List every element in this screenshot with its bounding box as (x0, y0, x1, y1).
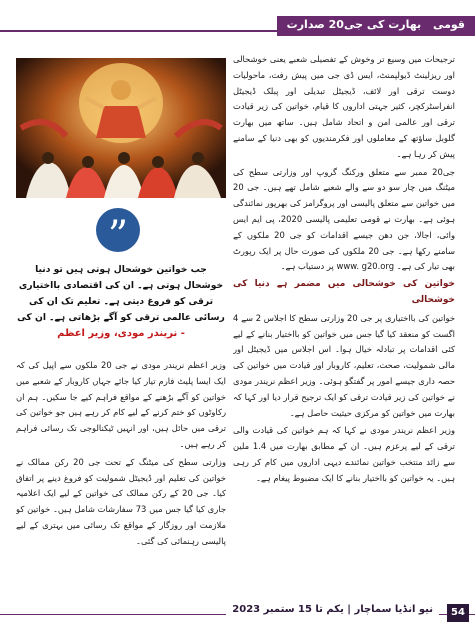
paragraph: جی20 ممبر سے متعلق ورکنگ گروپ اور وزارتی سطح کی میٹنگ میں چار سو دو سے والے شعبے شامل تھے ہیں۔ جی 20 میں خواتین سے متعلق پالیسی اور پروگرامز کی بھرپور نمائندگی ہوئی ہے۔ بھارت نے قومی تعلیمی پالیسی 2020، پی ایم ایس وائی، اجالا، جن دھن جیسے اقدامات کو جی 20 ملکوں کے سامنے رکھا ہے۔ جی 20 ملکوں کی صورت حال پر ایک رپورٹ بھی تیار کی ہے۔ www. g20.org پر دستیاب ہے۔ (233, 166, 455, 272)
subheading: خواتین کی خوشحالی میں مضمر ہے دنیا کی خوشحالی (233, 279, 455, 305)
left-column (16, 358, 226, 590)
paragraph: وزیر اعظم نریندر مودی نے جی 20 ملکوں سے اپیل کی کہ ایک ایسا پلیٹ فارم تیار کیا جائے جہاں کاروبار کے شعبے میں خواتین کو آگے بڑھنے کے مواقع فراہم کیے جا سکیں۔ ہم ان رکاوٹوں کو ختم کرنے کے لیے کام کر رہے ہیں جو خواتین کی ترقی میں حائل ہیں، اور انہیں ٹیکنالوجی تک رسائی فراہم کر رہے ہیں۔ (16, 360, 226, 449)
right-column (233, 52, 455, 590)
page-number: 54 (447, 604, 469, 622)
page-footer (0, 604, 475, 626)
page-header (0, 8, 475, 46)
section-tab (277, 16, 475, 36)
paragraph: وزیر اعظم نریندر مودی نے کہا کہ ہم خواتین کی قیادت والی ترقی کے لیے پرعزم ہیں۔ ان کے مطابق بھارت میں 1.4 ملین سے زائد منتخب خواتین نمائندے دیہی اداروں میں کام کر رہی ہیں۔ یہ خواتین کو بااختیار بنانے کا ایک مضبوط پیغام ہے۔ (233, 425, 455, 483)
pull-quote: جب خواتین خوشحال ہوتی ہیں تو دنیا خوشحال ہوتی ہے۔ ان کی اقتصادی بااختیاری ترقی کو فروغ دیتی ہے۔ تعلیم تک ان کی رسائی عالمی ترقی کو آگے بڑھاتی ہے۔ ان کی (17, 264, 225, 323)
quote-icon: ” (96, 208, 140, 252)
section-label: قومی (432, 18, 465, 31)
paragraph: ترجیحات میں وسیع تر وخوش کے تفصیلی شعبے یعنی خوشحالی اور ریزلینٹ ڈیولپمنٹ، ایس ڈی جی میں پیش رفت، ماحولیات دوست ترقی اور لائف، ڈیجیٹل تبدیلی اور پبلک ڈیجیٹل انفراسٹرکچر، کثیر جہتی اداروں کا قیام، خواتین کی زیر قیادت ترقی اور عالمی امن و اتحاد شامل ہیں۔ ساتھ میں بھارت گلوبل ساؤتھ کے معاملوں اور فکرمندیوں کو بھی دنیا کے سامنے پیش کر رہا ہے۔ (233, 54, 455, 159)
paragraph: خواتین کی بااختیاری پر جی 20 وزارتی سطح کا اجلاس 2 سے 4 اگست کو منعقد کیا گیا جس میں خواتین کو بااختیار بنانے کے لیے کئی اقدامات پر تبادلہ خیال ہوا۔ اس اجلاس میں ڈیجیٹل اور مالی شمولیت، صحت، تعلیم، کاروبار اور قیادت میں خواتین کی حصہ داری جیسے امور پر گفتگو ہوئی۔ وزیر اعظم نریندر مودی نے خواتین کی زیر قیادت ترقی کو ایک ترجیح قرار دیا اور کہا کہ بھارت میں خواتین کو مرکزی حیثیت حاصل ہے۔ (233, 312, 455, 418)
festival-photo (16, 58, 226, 198)
paragraph: وزارتی سطح کی میٹنگ کے تحت جی 20 رکن ممالک نے خواتین کی تعلیم اور ڈیجیٹل شمولیت کو فروغ دینے پر اتفاق کیا۔ جی 20 کے رکن ممالک کی خواتین کے لیے ایک اعلامیہ جاری کیا گیا جس میں 73 سفارشات شامل ہیں۔ خواتین کو ملازمت اور روزگار کے مواقع تک رسائی میں بہتری کے لیے پالیسی رہنمائی کی گئی۔ (16, 456, 226, 546)
section-title: بھارت کی جی20 صدارت (286, 18, 422, 31)
quote-attribution: - نریندر مودی، وزیر اعظم (57, 328, 185, 339)
festival-illustration (16, 58, 226, 198)
footer-publication: نیو انڈیا سماچار | یکم تا 15 ستمبر 2023 (226, 604, 439, 615)
